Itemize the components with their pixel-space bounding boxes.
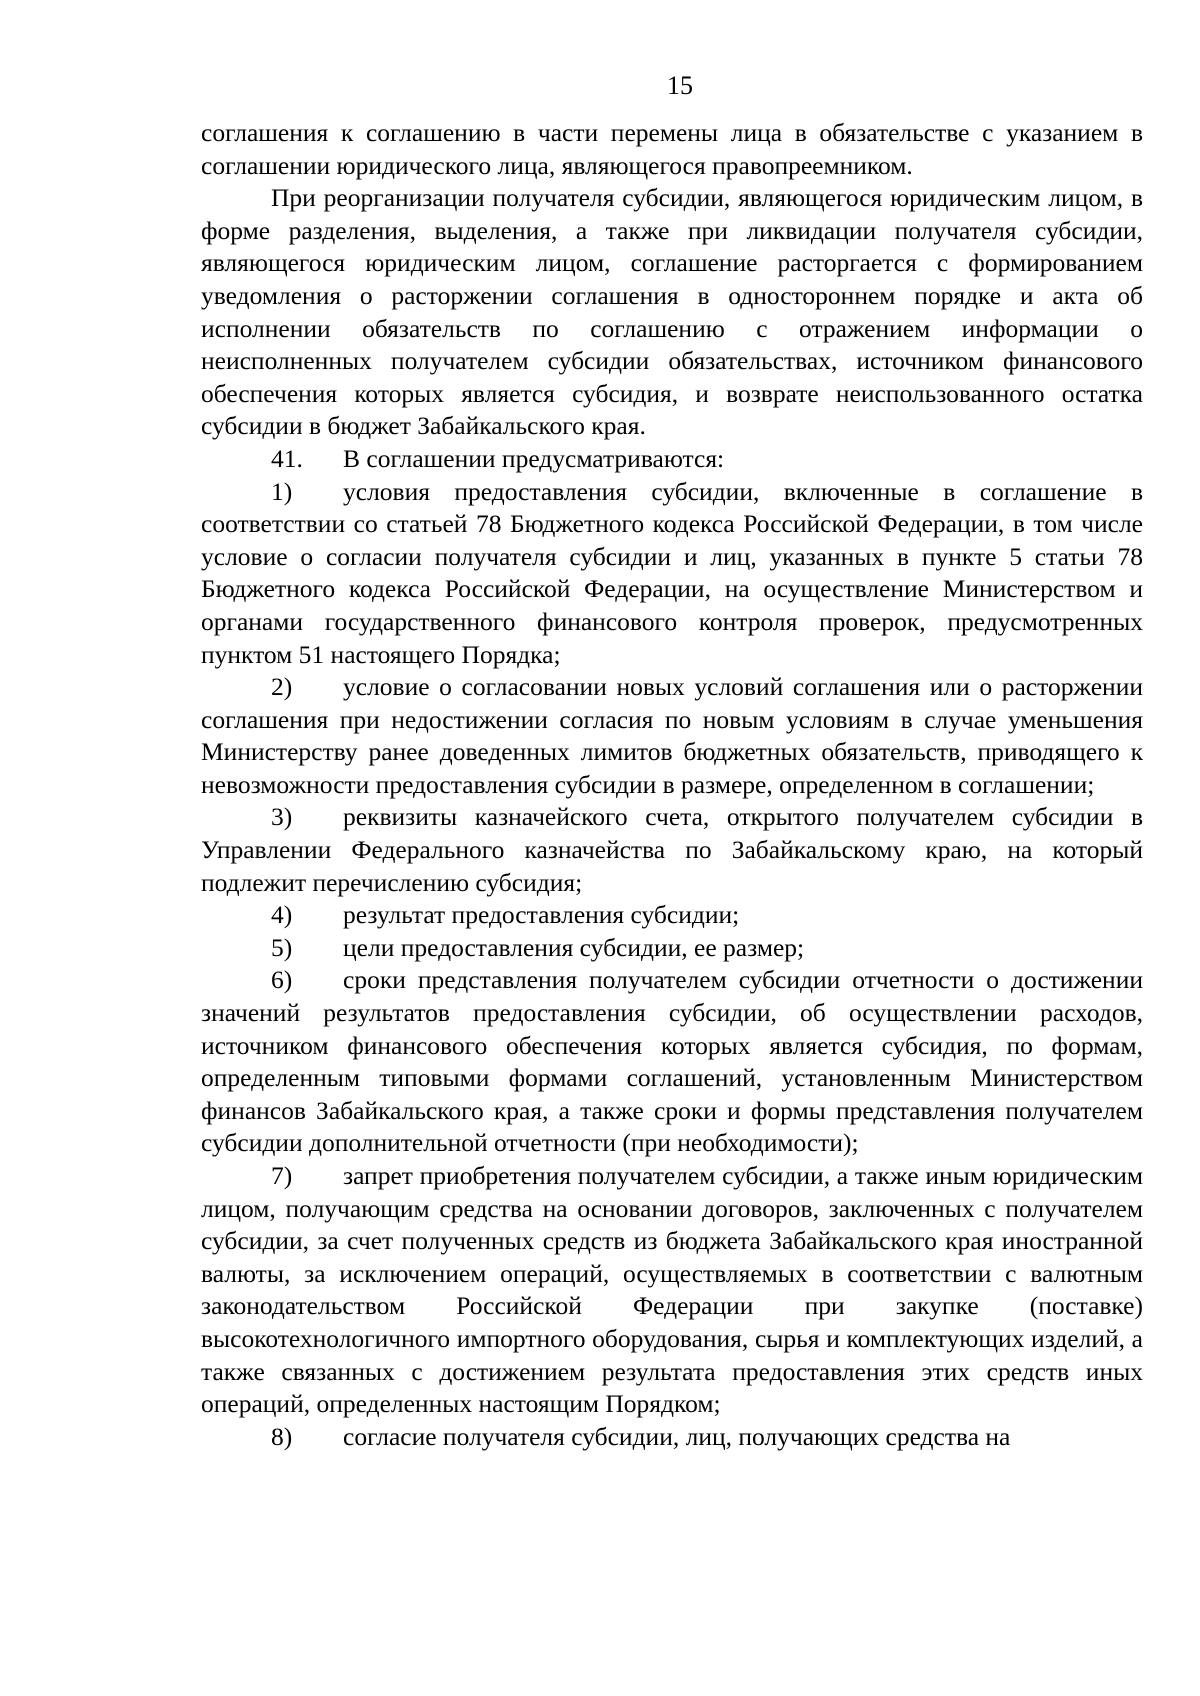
clause-41 <box>201 443 1143 476</box>
list-item-number: 5) <box>271 932 293 962</box>
list-item-text: согласие получателя субсидии, лиц, получающих средства на <box>343 1421 1011 1451</box>
list-item-8 <box>201 1421 1143 1454</box>
list-item-text: цели предоставления субсидии, ее размер; <box>343 932 805 962</box>
list-item-text: сроки представления получателем субсидии отчетности о достижении значений результатов предоставления субсидии, об осуществлении расходов, источником финансового обеспечения которых является субсидия, по формам, определенным типовыми формами соглашений, установленным Министерством финансов Забайкальского края, а также сроки и формы представления получателем субсидии дополнительной отчетности (при необходимости); <box>201 965 1143 1158</box>
list-item-3 <box>201 801 1143 899</box>
page-number: 15 <box>667 71 693 100</box>
list-item-2 <box>201 671 1143 801</box>
list-item-7 <box>201 1160 1143 1421</box>
clause-41-number: 41. <box>271 443 303 473</box>
list-item-number: 4) <box>271 900 293 930</box>
clause-41-text: В соглашении предусматриваются: <box>343 443 725 473</box>
list-item-text: условие о согласовании новых условий соглашения или о расторжении соглашения при недостижении согласия по новым условиям в случае уменьшения Министерству ранее доведенных лимитов бюджетных обязательств, приводящего к невозможности предоставления субсидии в размере, определенном в соглашении; <box>201 672 1143 799</box>
list-item-number: 7) <box>271 1161 293 1190</box>
list-item-number: 3) <box>271 802 293 832</box>
paragraph-continuation: соглашения к соглашению в части перемены лица в обязательстве с указанием в соглашении юридического лица, являющегося правопреемником. <box>201 118 1143 180</box>
list-item-6 <box>201 964 1143 1160</box>
list-item-text: результат предоставления субсидии; <box>343 900 740 930</box>
list-item-1 <box>201 476 1143 672</box>
list-item-number: 6) <box>271 965 293 995</box>
list-item-4 <box>201 899 1143 932</box>
list-item-text: запрет приобретения получателем субсидии, а также иным юридическим лицом, получающим средства на основании договоров, заключенных с получателем субсидии, за счет полученных средств из бюджета Забайкальского края иностранной валюты, за исключением операций, осуществляемых в соответствии с валютным законодательством Российской Федерации при закупке (поставке) высокотехнологичного импортного оборудования, сырья и комплектующих изделий, а также связанных с достижением результата предоставления этих средств иных операций, определенных настоящим Порядком; <box>201 1161 1143 1419</box>
paragraph-reorganization: При реорганизации получателя субсидии, являющегося юридическим лицом, в форме разделения, выделения, а также при ликвидации получателя субсидии, являющегося юридическим лицом, соглашение расторгается с формированием уведомления о расторжении соглашения в одностороннем порядке и акта об исполнении обязательств по соглашению с отражением информации о неисполненных получателем субсидии обязательствах, источником финансового обеспечения которых является субсидия, и возврате неиспользованного остатка субсидии в бюджет Забайкальского края. <box>201 183 1143 441</box>
list-item-text: реквизиты казначейского счета, открытого получателем субсидии в Управлении Федерального казначейства по Забайкальскому краю, на который подлежит перечислению субсидия; <box>201 802 1143 897</box>
list-item-number: 2) <box>271 672 293 702</box>
list-item-text: условия предоставления субсидии, включенные в соглашение в соответствии со статьей 78 Бюджетного кодекса Российской Федерации, в том числе условие о согласии получателя субсидии и лиц, указанных в пункте 5 статьи 78 Бюджетного кодекса Российской Федерации, на осуществление Министерством и органами государственного финансового контроля проверок, предусмотренных пунктом 51 настоящего Порядка; <box>201 476 1143 669</box>
list-item-number: 8) <box>271 1421 293 1451</box>
document-body <box>201 117 1143 1453</box>
list-item-number: 1) <box>271 476 293 506</box>
list-item-5 <box>201 932 1143 965</box>
